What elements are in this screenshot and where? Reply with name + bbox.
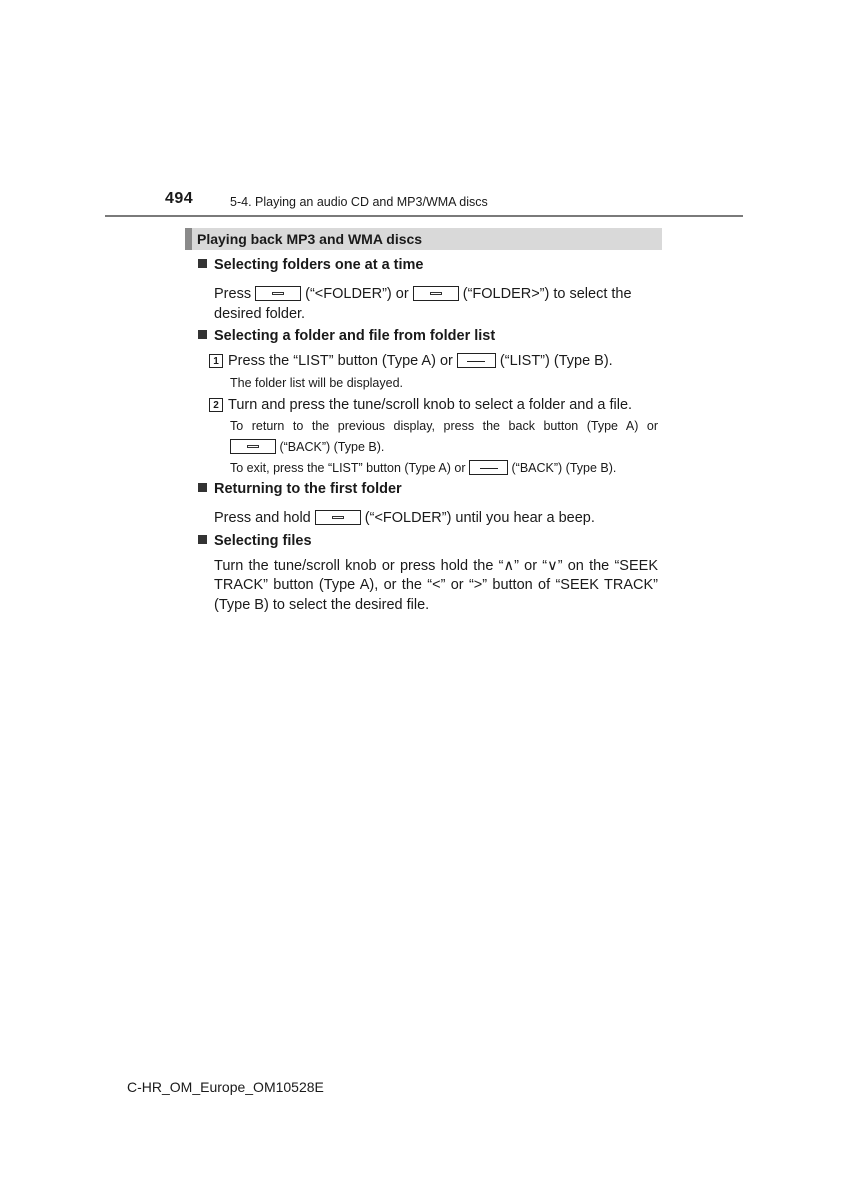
- paragraph-folders-one-cont: desired folder.: [214, 306, 306, 322]
- section-banner: [185, 228, 662, 250]
- back-button-icon: [230, 439, 276, 454]
- square-bullet-icon: [198, 535, 207, 544]
- square-bullet-icon: [198, 330, 207, 339]
- folder-down-button-icon: [315, 510, 361, 525]
- subheading-first-folder: Returning to the first folder: [198, 481, 402, 497]
- step-number: 2: [209, 398, 223, 412]
- folder-down-button-icon: [255, 286, 301, 301]
- subheading-files: Selecting files: [198, 533, 312, 549]
- paragraph-first-folder: Press and hold (“<FOLDER”) until you hear a beep.: [214, 510, 595, 526]
- note-folder-list: The folder list will be displayed.: [230, 376, 403, 390]
- square-bullet-icon: [198, 259, 207, 268]
- page-number: 494: [165, 190, 194, 207]
- list-button-icon: [457, 353, 496, 368]
- paragraph-files-line-2: TRACK” button (Type A), or the “<” or “>” button of “SEEK TRACK”: [214, 577, 658, 593]
- square-bullet-icon: [198, 483, 207, 492]
- section-reference: 5-4. Playing an audio CD and MP3/WMA discs: [230, 195, 488, 209]
- note-exit: To exit, press the “LIST” button (Type A) or (“BACK”) (Type B).: [230, 461, 617, 475]
- paragraph-files-line-3: (Type B) to select the desired file.: [214, 597, 430, 613]
- footer-doc-id: C-HR_OM_Europe_OM10528E: [127, 1079, 324, 1095]
- back-button-icon: [469, 460, 508, 475]
- paragraph-folders-one: Press (“<FOLDER”) or (“FOLDER>”) to select the: [214, 286, 632, 302]
- note-return: To return to the previous display, press the back button (Type A) or: [230, 419, 658, 433]
- step-1: 1 Press the “LIST” button (Type A) or (“LIST”) (Type B).: [209, 351, 613, 371]
- header-rule: [105, 215, 743, 217]
- subheading-folders-one: Selecting folders one at a time: [198, 257, 424, 273]
- banner-title: Playing back MP3 and WMA discs: [197, 231, 423, 247]
- subheading-folder-list: Selecting a folder and file from folder list: [198, 328, 495, 344]
- step-2: 2 Turn and press the tune/scroll knob to select a folder and a file.: [209, 395, 632, 415]
- step-number: 1: [209, 354, 223, 368]
- note-return-cont: (“BACK”) (Type B).: [230, 439, 384, 456]
- paragraph-files-line-1: Turn the tune/scroll knob or press hold the “∧” or “∨” on the “SEEK: [214, 558, 658, 574]
- folder-up-button-icon: [413, 286, 459, 301]
